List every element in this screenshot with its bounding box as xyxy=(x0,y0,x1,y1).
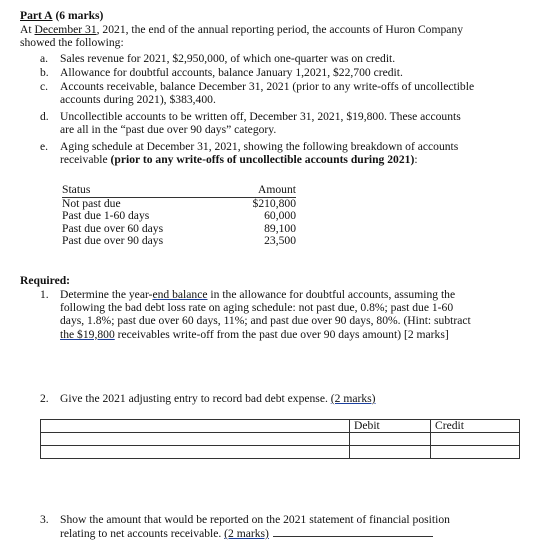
entry-header-credit: Credit xyxy=(431,420,520,433)
table-row: Past due over 90 days 23,500 xyxy=(62,234,296,247)
aging-header-row xyxy=(62,184,296,197)
part-label: Part A xyxy=(20,9,53,22)
table-row: Past due over 60 days 89,100 xyxy=(62,221,296,235)
end-balance-term: end balance xyxy=(152,288,208,301)
aging-header-amount: Amount xyxy=(212,184,296,197)
required-heading: Required: xyxy=(20,274,71,287)
entry-debit-cell[interactable] xyxy=(350,446,431,459)
q3-marks: (2 marks) xyxy=(224,527,269,541)
entry-credit-cell[interactable] xyxy=(431,446,520,459)
aging-header-status: Status xyxy=(62,184,212,197)
entry-account-cell[interactable] xyxy=(41,446,350,459)
table-row: Not past due $210,800 xyxy=(62,196,296,210)
entry-account-cell[interactable] xyxy=(41,433,350,446)
entry-debit-cell[interactable] xyxy=(350,433,431,446)
table-row: Past due 1-60 days 60,000 xyxy=(62,209,296,222)
intro-line-2: showed the following: xyxy=(20,36,124,49)
journal-entry-table xyxy=(40,419,520,459)
answer-blank-line[interactable] xyxy=(273,526,433,537)
aging-schedule-table xyxy=(62,184,296,248)
entry-account-cell[interactable] xyxy=(41,420,350,433)
part-marks: (6 marks) xyxy=(55,9,104,22)
intro-date: December 31 xyxy=(34,23,97,36)
writeoff-amount-term: the $19,800 xyxy=(60,327,115,341)
entry-credit-cell[interactable] xyxy=(431,433,520,446)
entry-header-row xyxy=(41,420,520,433)
table-row xyxy=(41,446,520,459)
entry-header-debit: Debit xyxy=(350,420,431,433)
intro-line-1: At December 31, 2021, the end of the annual reporting period, the accounts of Huron Company xyxy=(20,23,464,36)
part-heading xyxy=(20,9,103,22)
table-row xyxy=(41,433,520,446)
worksheet-page: Part A (6 marks) At December 31, 2021, the end of the annual reporting period, the accounts of Huron Company showed the following: a. Sales revenue for 2021, $2,950,000, of which one-quarter was on credit. b. Allowance for doubtful accounts, balance January 1,2021, $22,700 credit. c. Accounts receivable, balance December 31, 2021 (prior to any write-offs of uncollectible accounts during 2021), $383,400. d. Uncollectible accounts to be written off, December 31, 2021, $19,800. These accounts are all in the “past due over 90 days” category. e. Aging schedule at December 31, 2021, showing the following breakdown of accounts receivable (prior to any write-offs of uncollectible accounts during 2021): Status Amount Not past due $210,800 Past due 1-60 days 60,000 Past due over 60 days 89,100 Past due over 90 days 23,500 Required: 1. Determine the year-end balance in the allowance for doubtful accounts, assuming the following the bad debt loss rate on aging schedule: not past due, 0.8%; past due 1-60 days, 1.8%; past due over 60 days, 11%; and past due over 90 days, 80%. (Hint: subtract the $19,800 receivables write-off from the past due over 90 days amount) [2 marks] 2. Give the 2021 adjusting entry to record bad debt expense. (2 marks) Debit Credit 3. Show the amount that would be reported on the 2021 statement of financial position relating to net accounts receivable. (2 marks) xyxy=(0,0,545,560)
q2-marks: (2 marks) xyxy=(330,392,376,405)
